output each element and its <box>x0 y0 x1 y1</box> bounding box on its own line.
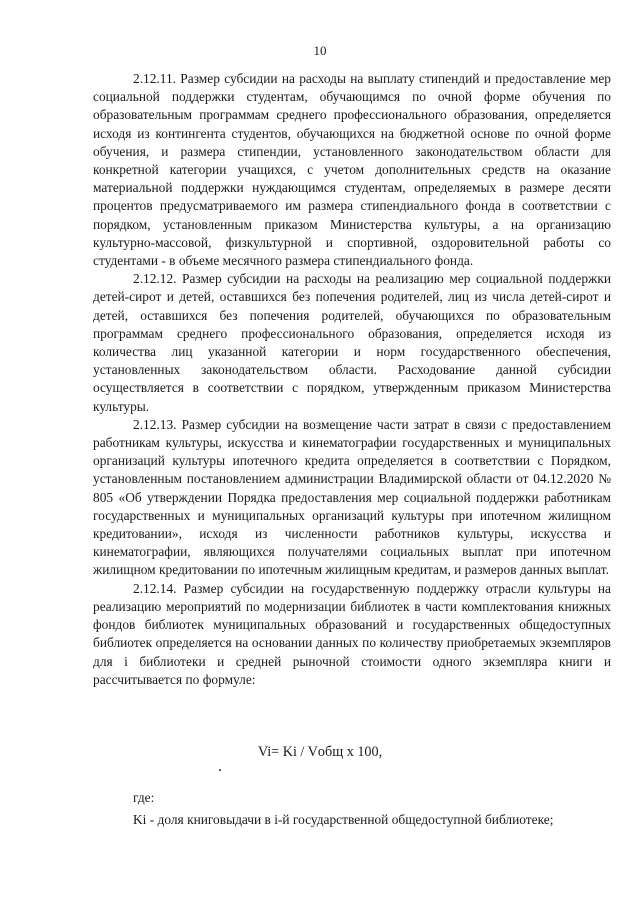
formula-definition-ki: Ki - доля книговыдачи в i-й государственной общедоступной библиотеке; <box>133 812 554 827</box>
page-number: 10 <box>313 43 327 58</box>
paragraph-2-12-11: 2.12.11. Размер субсидии на расходы на выплату стипендий и предоставление мер социальной поддержки студентам, обучающимся по очной форме обучения по образовательным программам среднего профессионального образования, определяется исходя из контингента студентов, обучающихся на бюджетной основе по очной форме обучения, и размера стипендии, установленного законодательством области для конкретной категории учащихся, с учетом дополнительных средств на оказание материальной поддержки нуждающимся студентам, определяемых в размере десяти процентов предусматриваемого им размера стипендиального фонда в соответствии с порядком, установленным приказом Министерства культуры, а на организацию культурно-массовой, физкультурной и спортивной, оздоровительной работы со студентами - в объеме месячного размера стипендиального фонда. <box>93 71 611 269</box>
paragraph-2-12-12: 2.12.12. Размер субсидии на расходы на реализацию мер социальной поддержки детей-сирот и детей, оставшихся без попечения родителей, лиц из числа детей-сирот и детей, оставшихся без попечения родителей, обучающихся по образовательным программам среднего профессионального образования, определяется исходя из количества лиц указанной категории и норм государственного обеспечения, установленных законодательством области. Расходование данной субсидии осуществляется в соответствии с порядком, утвержденным приказом Министерства культуры. <box>93 271 611 414</box>
paragraph-2-12-13: 2.12.13. Размер субсидии на возмещение части затрат в связи с предоставлением работникам культуры, искусства и кинематографии государственных и муниципальных организаций культуры ипотечного кредита определяется в соответствии с Порядком, установленным постановлением администрации Владимирской области от 04.12.2020 № 805 «Об утверждении Порядка предоставления мер социальной поддержки работникам государственных и муниципальных организаций культуры при ипотечном жилищном кредитовании», исходя из численности работников культуры, искусства и кинематографии, являющихся получателями социальных выплат при ипотечном жилищном кредитовании по ипотечным жилищным кредитам, и размеров данных выплат. <box>93 416 611 578</box>
document-body <box>93 70 611 689</box>
formula: Vi= Ki / Vобщ х 100, <box>257 744 383 760</box>
where-label: где: <box>133 790 155 805</box>
paragraph-2-12-14: 2.12.14. Размер субсидии на государственную поддержку отрасли культуры на реализацию мероприятий по модернизации библиотек в части комплектования книжных фондов библиотек муниципальных образований и государственных общедоступных библиотек определяется на основании данных по количеству приобретаемых экземпляров для i библиотеки и средней рыночной стоимости одного экземпляра книги и рассчитывается по формуле: <box>93 580 611 687</box>
scan-speck <box>219 769 221 771</box>
